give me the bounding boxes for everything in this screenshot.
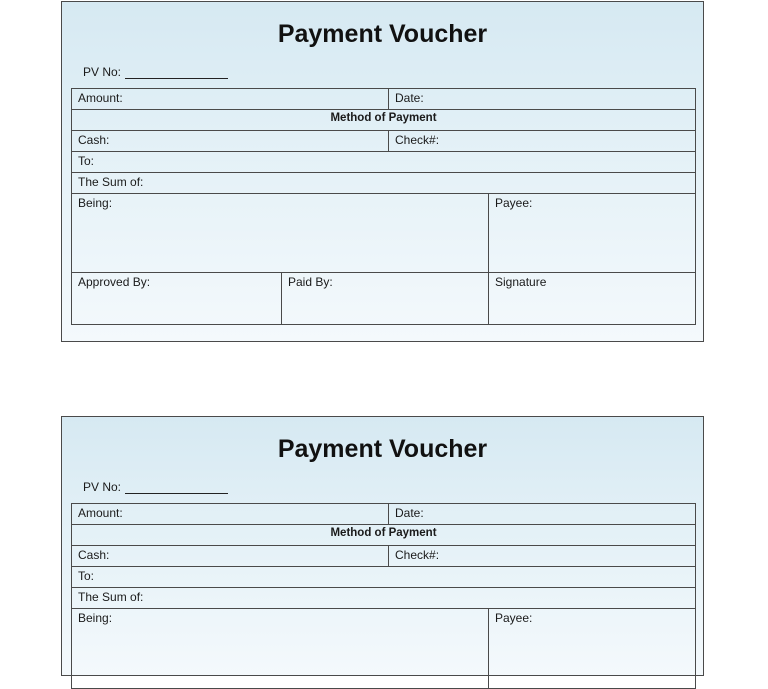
voucher-table [71,88,696,325]
voucher-table [71,503,696,689]
being-payee-row [72,194,695,273]
payee-cell[interactable]: Payee: [488,609,695,688]
signature-cell[interactable]: Signature [488,273,695,324]
sum-cell[interactable]: The Sum of: [78,590,144,604]
check-cell[interactable]: Check#: [388,546,695,566]
pv-no-blank[interactable] [125,66,228,79]
amount-date-row [72,504,695,525]
cash-check-row [72,546,695,567]
sum-row [72,173,695,194]
pv-no-label: PV No: [83,65,122,79]
approved-by-cell[interactable]: Approved By: [78,275,151,289]
cash-cell[interactable]: Cash: [78,548,110,562]
amount-cell[interactable]: Amount: [78,91,123,105]
to-cell[interactable]: To: [78,569,95,583]
being-payee-row [72,609,695,688]
sum-cell[interactable]: The Sum of: [78,175,144,189]
amount-cell[interactable]: Amount: [78,506,123,520]
signature-row [72,273,695,324]
being-cell[interactable]: Being: [78,611,113,625]
pv-no-field [83,65,228,79]
date-cell[interactable]: Date: [388,504,695,524]
method-of-payment-heading: Method of Payment [330,527,437,539]
pv-no-field [83,480,228,494]
voucher-title: Payment Voucher [277,435,488,463]
paid-by-cell[interactable]: Paid By: [281,273,488,324]
voucher-title: Payment Voucher [277,20,488,48]
to-cell[interactable]: To: [78,154,95,168]
being-cell[interactable]: Being: [78,196,113,210]
payment-voucher-2 [61,416,704,676]
method-row [72,110,695,131]
date-cell[interactable]: Date: [388,89,695,109]
method-row [72,525,695,546]
payment-voucher-1 [61,1,704,342]
check-cell[interactable]: Check#: [388,131,695,151]
to-row [72,567,695,588]
payee-cell[interactable]: Payee: [488,194,695,272]
pv-no-label: PV No: [83,480,122,494]
method-of-payment-heading: Method of Payment [330,112,437,124]
sum-row [72,588,695,609]
amount-date-row [72,89,695,110]
cash-cell[interactable]: Cash: [78,133,110,147]
to-row [72,152,695,173]
cash-check-row [72,131,695,152]
pv-no-blank[interactable] [125,481,228,494]
